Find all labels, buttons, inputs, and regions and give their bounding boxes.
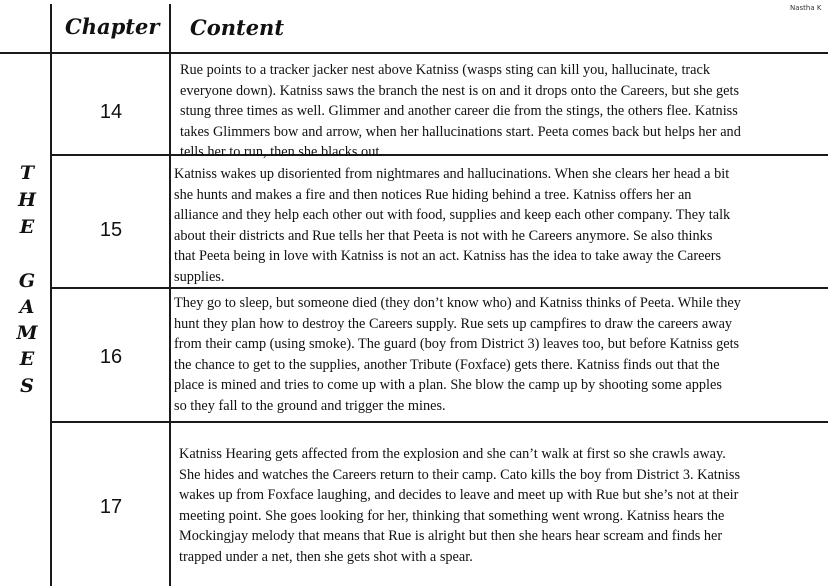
summary-line: the chance to get to the supplies, another Tribute (Foxface) gets there. Katniss finds out that the: [174, 356, 720, 373]
summary-line: hunt they plan how to destroy the Careers supply. Rue sets up campfires to draw the careers away: [174, 315, 733, 332]
side-label-letter: E: [19, 216, 35, 238]
content-column-header: Content: [190, 15, 285, 40]
author-name: Nastha K: [790, 4, 822, 12]
summary-line: she hunts and makes a fire and then notices Rue hiding behind a tree. Katniss offers her an: [174, 186, 692, 203]
side-label-letter: A: [19, 296, 35, 318]
summary-line: takes Glimmers bow and arrow, when her hallucinations start. Peeta comes back but helps her and: [180, 123, 741, 140]
chapter-number: 15: [99, 219, 123, 241]
summary-line: wakes up from Foxface laughing, and decides to leave and meet up with Rue but she’s not at their: [179, 487, 739, 503]
summary-line: trapped under a net, then she gets shot with a spear.: [179, 548, 473, 565]
summary-line: Mockingjay melody that means that Rue is alright but then she hears hear scream and finds her: [179, 528, 723, 544]
summary-line: meeting point. She goes looking for her, thinking that something went wrong. Katniss hears the: [179, 507, 725, 524]
summary-line: Katniss wakes up disoriented from nightmares and hallucinations. When she clears her head a bit: [174, 166, 730, 182]
chapter-summary: [174, 164, 730, 287]
summary-line: supplies.: [174, 268, 225, 285]
header-bottom-line: [0, 52, 828, 54]
side-label-letter: S: [20, 375, 34, 397]
chapter-summary: [179, 444, 740, 567]
summary-line: from their camp (using smoke). The guard (boy from District 3) leaves too, but before Katniss gets: [174, 336, 740, 352]
summary-line: They go to sleep, but someone died (they don’t know who) and Katniss thinks of Peeta. While they: [174, 295, 741, 311]
summary-line: everyone down). Katniss saws the branch the nest is on and it drops onto the Careers, but she gets: [180, 82, 740, 99]
side-label-letter: E: [19, 348, 35, 370]
side-label-letter: G: [18, 270, 36, 292]
summary-line: tells her to run, then she blacks out.: [180, 144, 383, 160]
chapter-summary: [180, 60, 741, 163]
summary-line: She hides and watches the Careers return to their camp. Cato kills the boy from District 3. Katniss: [179, 466, 741, 483]
summary-line: so they fall to the ground and trigger the mines.: [174, 397, 446, 414]
chapter-number: 17: [99, 496, 123, 518]
side-label-letter: M: [16, 322, 38, 344]
chapter-column-header: Chapter: [65, 14, 160, 39]
chapter-summary: [174, 293, 741, 416]
summary-line: that Peeta being in love with Katniss is not an act. Katniss has the idea to take away the Careers: [174, 248, 722, 264]
summary-line: alliance and they help each other out with food, supplies and keep each other company. They talk: [174, 207, 731, 223]
side-label-letter: T: [19, 162, 35, 184]
side-label-letter: H: [18, 189, 36, 211]
chapter-number: 14: [99, 101, 123, 123]
row-divider-line: [50, 287, 828, 289]
summary-line: about their districts and Rue tells her that Peeta is not with he Careers anymore. Se also thinks: [174, 227, 713, 244]
row-divider-line: [50, 421, 828, 423]
chapter-number: 16: [99, 346, 123, 368]
summary-line: place is mined and tries to come up with a plan. She blow the camp up by shooting some apples: [174, 377, 722, 393]
summary-line: Rue points to a tracker jacker nest above Katniss (wasps sting can kill you, hallucinate, track: [180, 62, 711, 78]
summary-line: stung three times as well. Glimmer and another career die from the stings, the others flee. Katniss: [180, 103, 738, 119]
summary-line: Katniss Hearing gets affected from the explosion and she can’t walk at first so she crawls away.: [179, 446, 726, 462]
